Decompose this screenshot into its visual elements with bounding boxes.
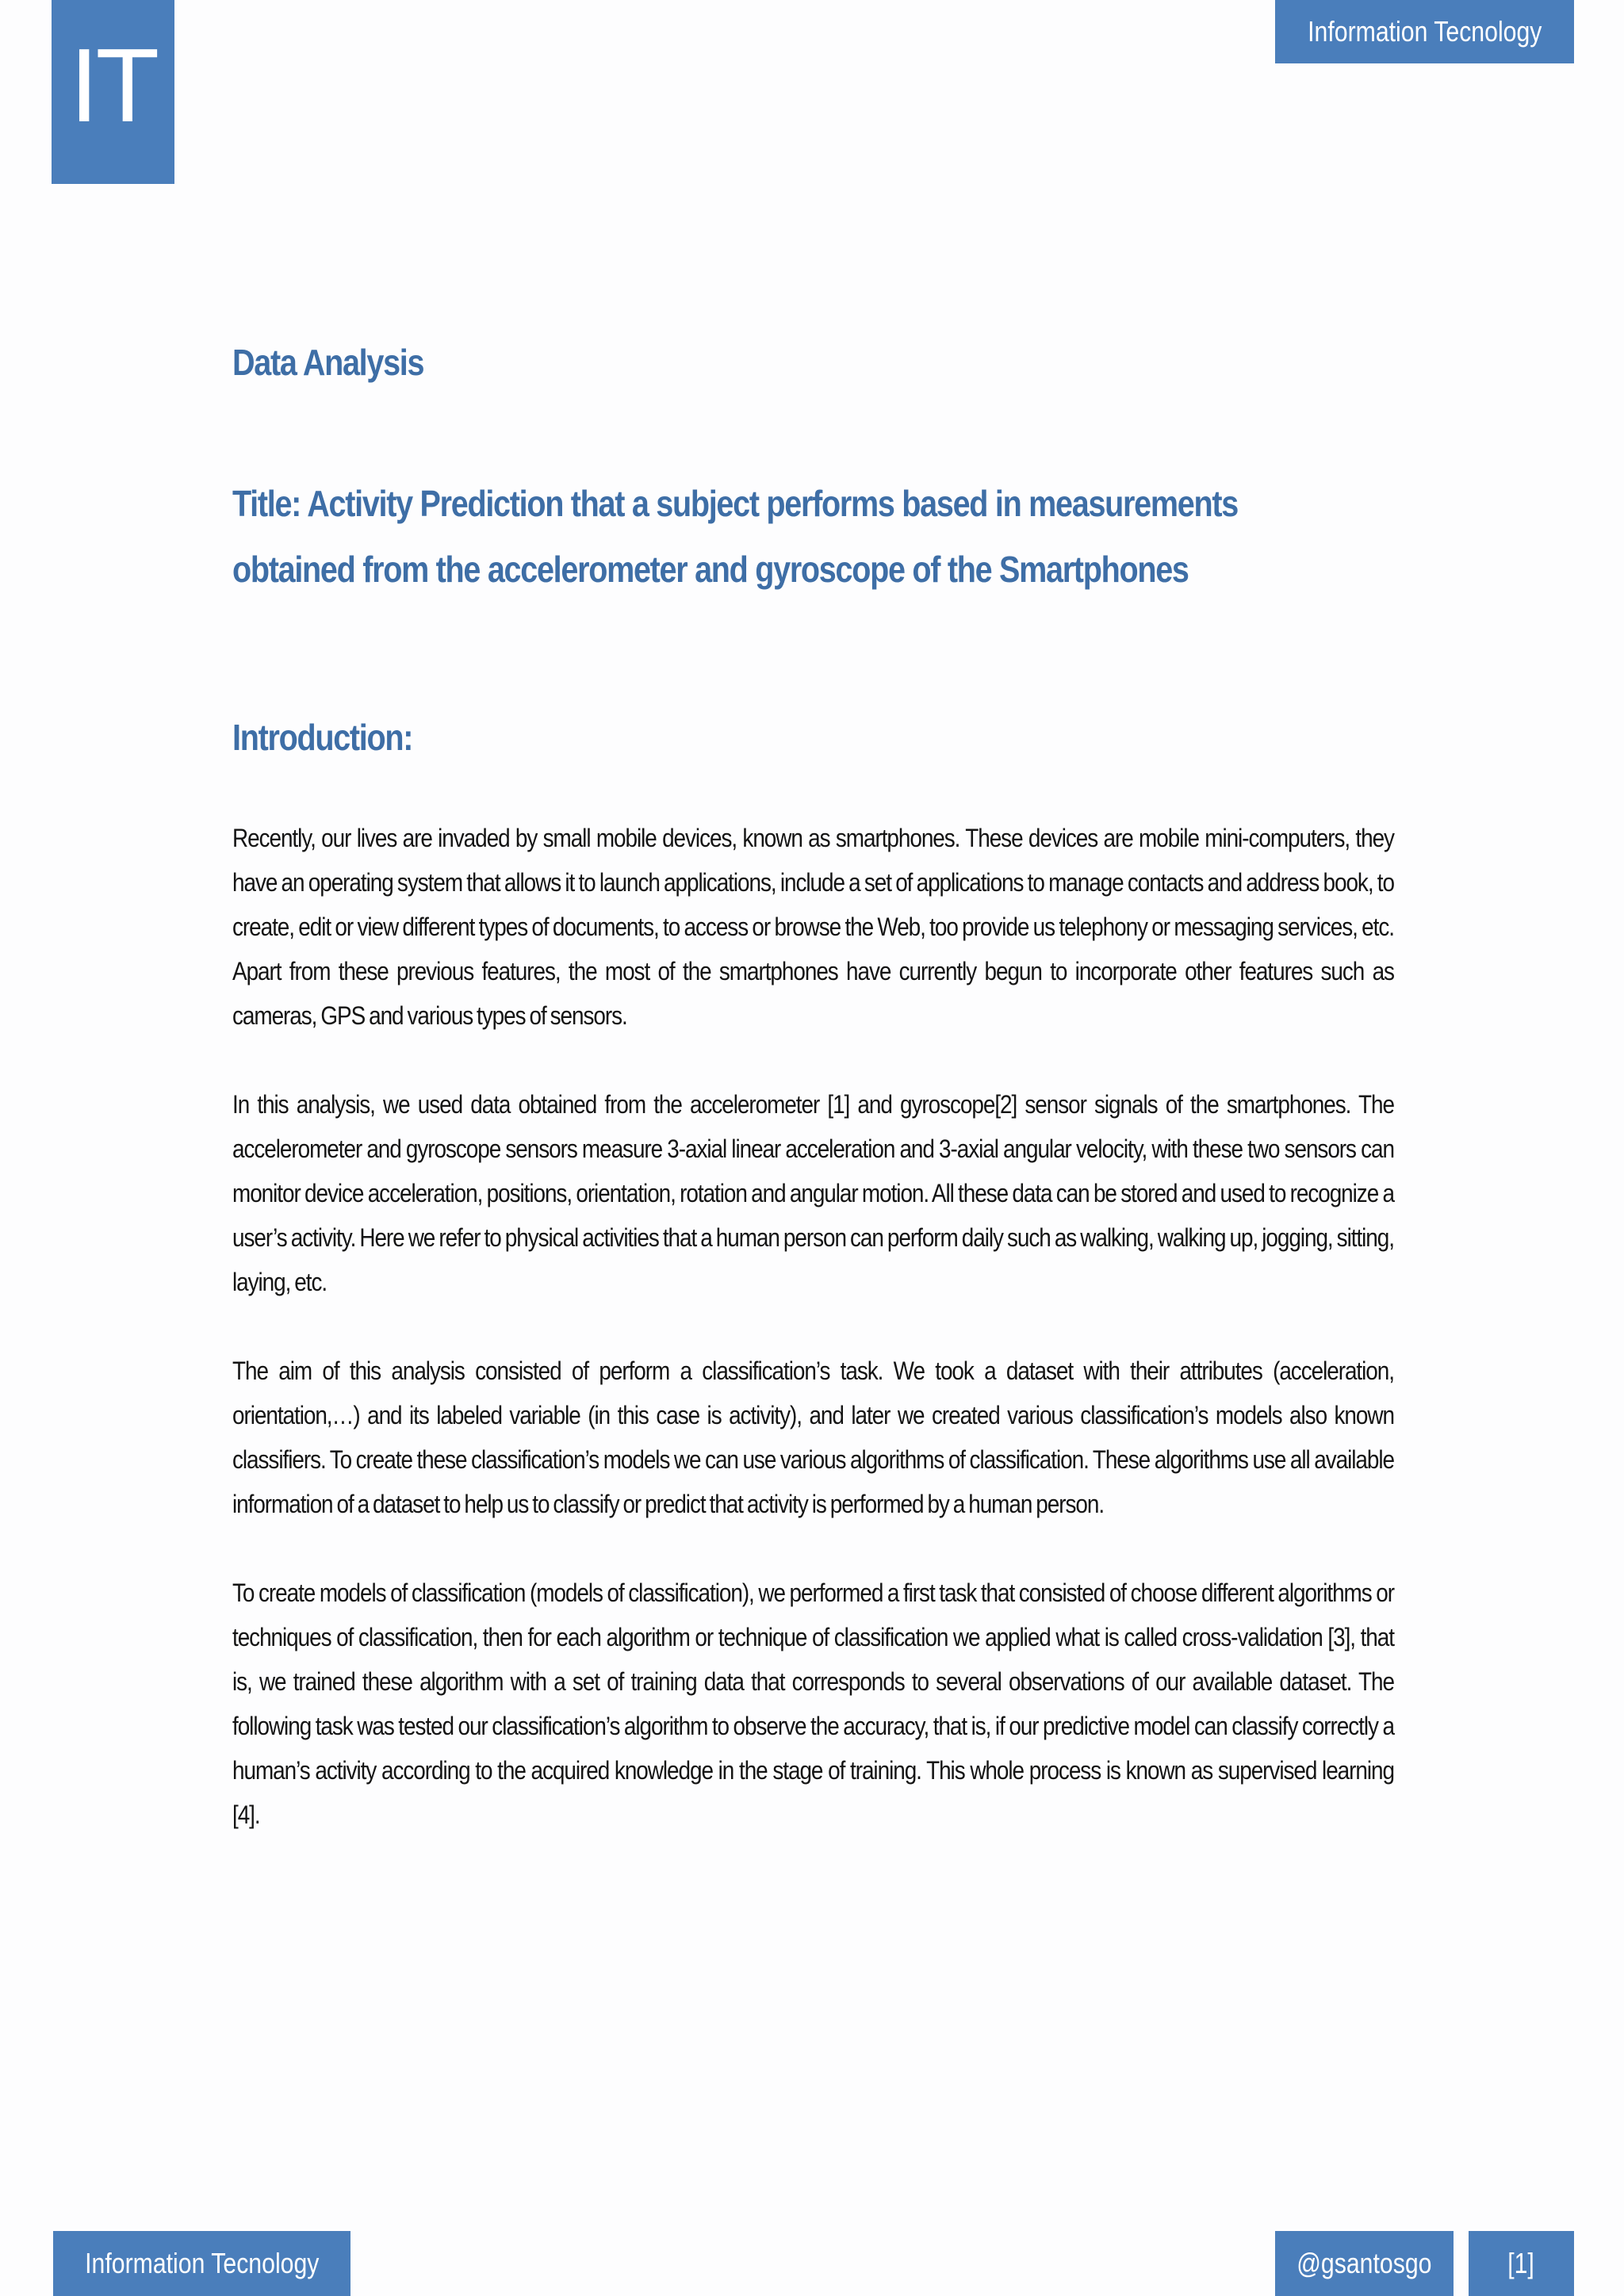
introduction-heading: Introduction: <box>232 717 413 758</box>
title-line-1: Title: Activity Prediction that a subject performs based in measurements <box>232 483 1238 524</box>
logo-text: IT <box>69 27 157 144</box>
footer-label: Information Tecnology <box>84 2247 320 2279</box>
document-body <box>232 341 1394 1881</box>
document-title <box>232 471 1392 603</box>
header-tab <box>1275 0 1574 63</box>
footer-handle: @gsantosgo <box>1297 2247 1432 2279</box>
page-number: [1] <box>1507 2247 1535 2279</box>
paragraph-2: In this analysis, we used data obtained from the accelerometer [1] and gyroscope[2] sensor signals of the smartphones. The accelerometer and gyroscope sensors measure 3-axial linear acceleration and 3-axial angular velocity, with these two sensors can monitor device acceleration, positions, orientation, rotation and angular motion. All these data can be stored and used to recognize a user’s activity. Here we refer to physical activities that a human person can perform daily such as walking, walking up, jogging, sitting, laying, etc. <box>232 1090 1394 1296</box>
footer-page-box <box>1469 2231 1574 2296</box>
title-line-2: obtained from the accelerometer and gyroscope of the Smartphones <box>232 549 1189 590</box>
section-title: Data Analysis <box>232 342 424 383</box>
paragraph-1: Recently, our lives are invaded by small mobile devices, known as smartphones. These devices are mobile mini-computers, they have an operating system that allows it to launch applications, include a set of applications to manage contacts and address book, to create, edit or view different types of documents, to access or browse the Web, too provide us telephony or messaging services, etc. Apart from these previous features, the most of the smartphones have currently begun to incorporate other features such as cameras, GPS and various types of sensors. <box>232 824 1394 1030</box>
paragraph-4: To create models of classification (models of classification), we performed a first task that consisted of choose different algorithms or techniques of classification, then for each algorithm or technique of classification we applied what is called cross-validation [3], that is, we trained these algorithm with a set of training data that corresponds to several observations of our available dataset. The following task was tested our classification’s algorithm to observe the accuracy, that is, if our predictive model can classify correctly a human’s activity according to the acquired knowledge in the stage of training. This whole process is known as supervised learning [4]. <box>232 1578 1394 1829</box>
header-tab-label: Information Tecnology <box>1307 15 1542 48</box>
footer-label-box <box>53 2231 350 2296</box>
logo-it <box>52 0 174 184</box>
introduction-paragraphs <box>232 816 1394 1837</box>
paragraph-3: The aim of this analysis consisted of perform a classification’s task. We took a dataset with their attributes (acceleration, orientation,…) and its labeled variable (in this case is activity), and later we created various classification’s models also known classifiers. To create these classification’s models we can use various algorithms of classification. These algorithms use all available information of a dataset to help us to classify or predict that activity is performed by a human person. <box>232 1357 1394 1518</box>
footer-handle-box <box>1275 2231 1454 2296</box>
